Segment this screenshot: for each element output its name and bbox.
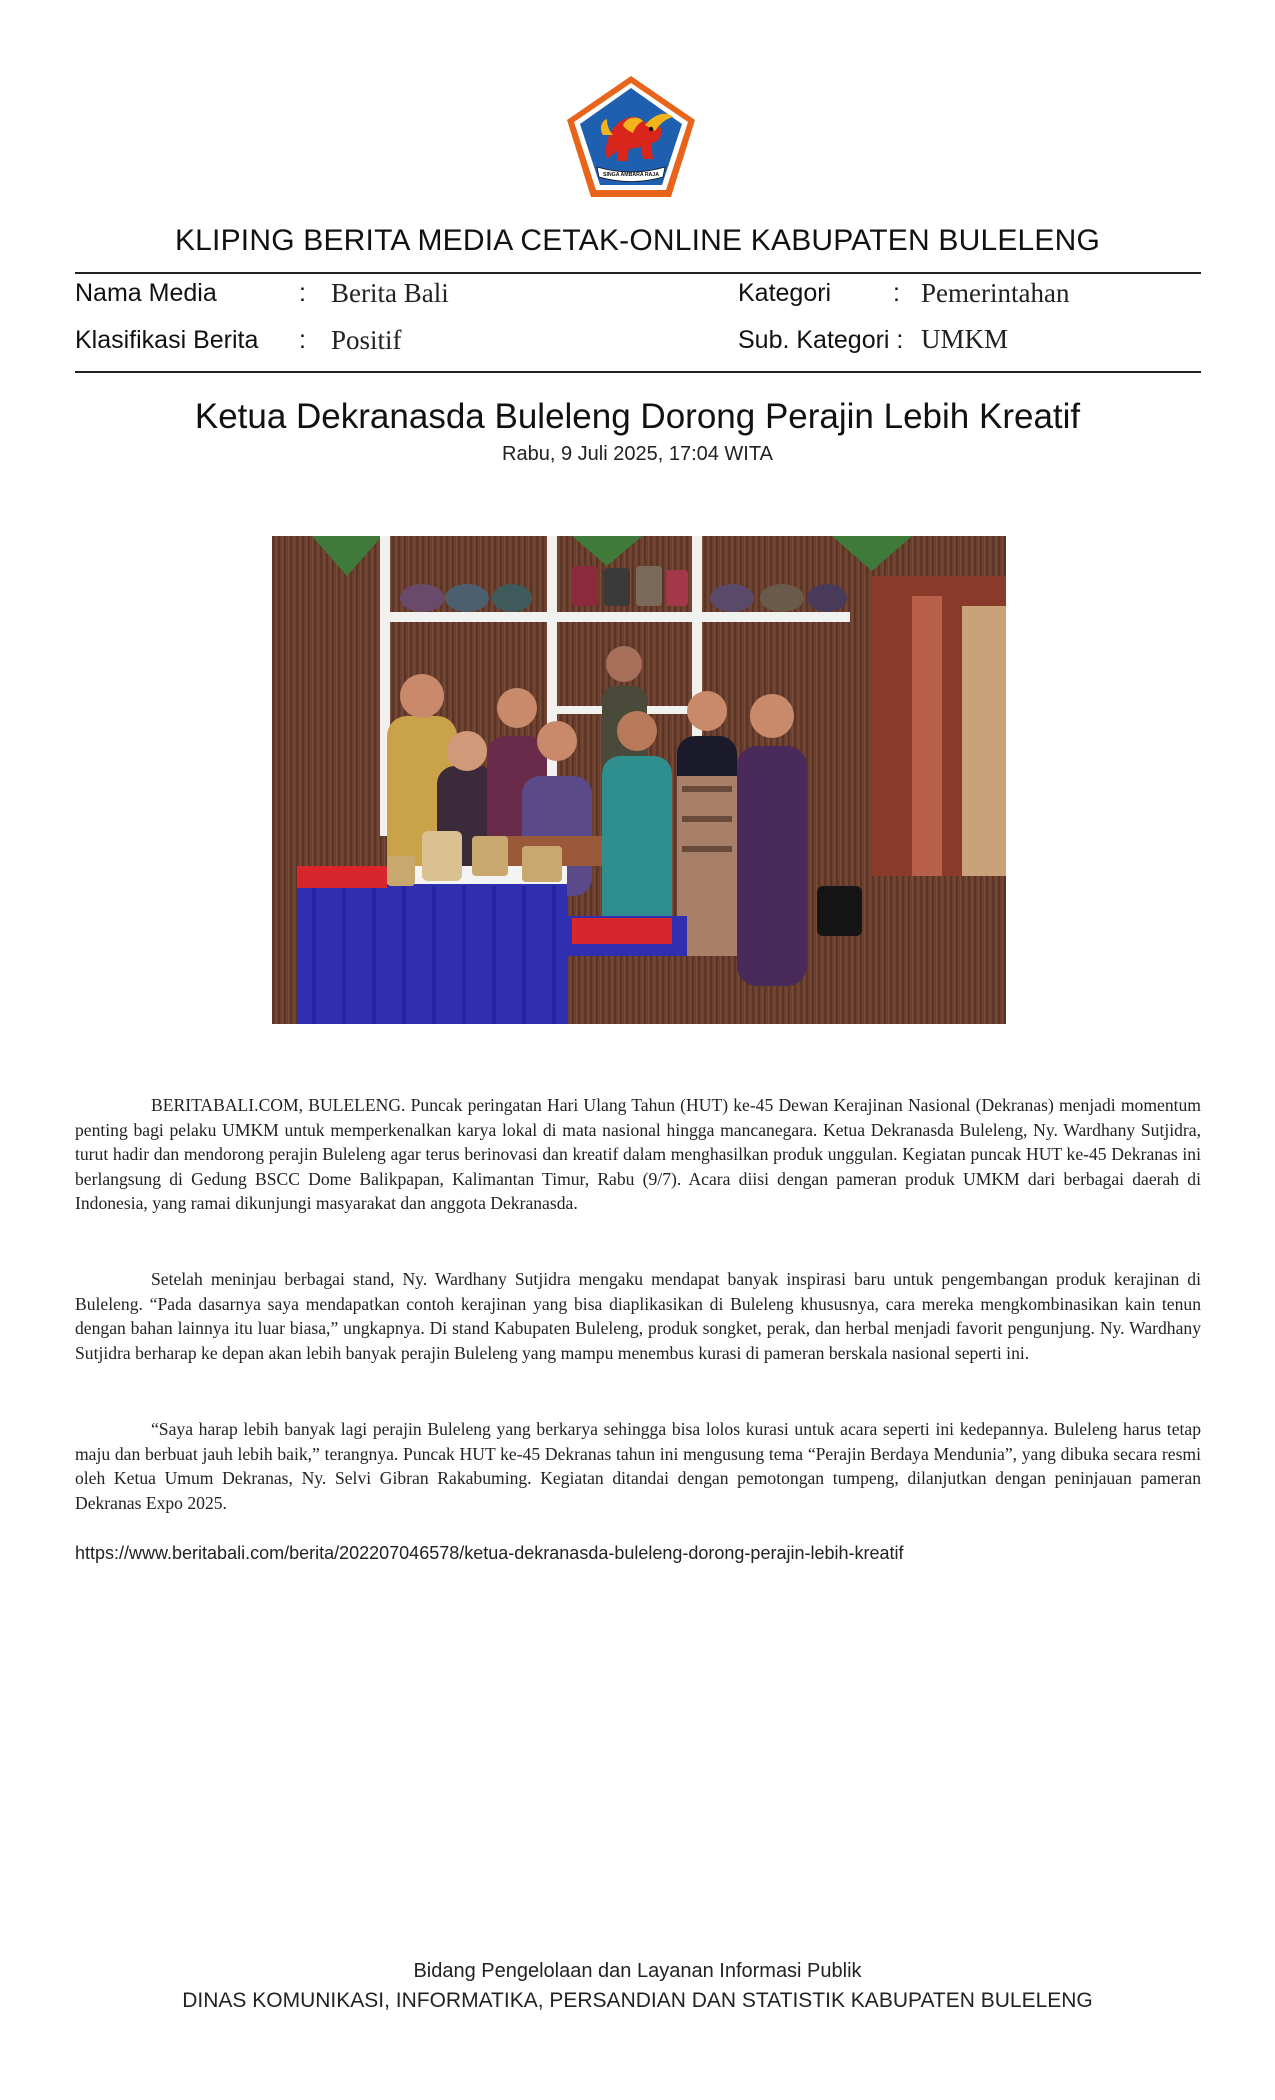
photo-exhibition-booth-icon <box>272 536 1006 1024</box>
subcategory-value: UMKM <box>921 324 1009 354</box>
footer-department-line: Bidang Pengelolaan dan Layanan Informasi Publik <box>413 1960 862 1982</box>
document-header-title: KLIPING BERITA MEDIA CETAK-ONLINE KABUPATEN BULELENG <box>174 224 1101 257</box>
article-headline: Ketua Dekranasda Buleleng Dorong Perajin Lebih Kreatif <box>194 397 1081 436</box>
header-divider-bottom <box>75 371 1201 373</box>
subcategory-label: Sub. Kategori : <box>738 326 904 354</box>
media-name-value: Berita Bali <box>331 278 449 308</box>
header-divider-top <box>75 272 1201 274</box>
article-paragraph-2 <box>75 1267 1201 1365</box>
media-name-colon: : <box>299 279 306 307</box>
category-value: Pemerintahan <box>921 278 1070 308</box>
singa-ambara-raja-icon <box>563 73 699 201</box>
regency-crest-logo <box>563 73 699 201</box>
footer-agency-line: DINAS KOMUNIKASI, INFORMATIKA, PERSANDIAN DAN STATISTIK KABUPATEN BULELENG <box>182 1989 1093 2012</box>
media-name-label: Nama Media <box>75 279 217 307</box>
article-paragraph-text: “Saya harap lebih banyak lagi perajin Buleleng yang berkarya sehingga bisa lolos kurasi untuk acara seperti ini kedepannya. Buleleng harus tetap maju dan berbuat jauh lebih baik,” terangnya. Puncak HUT ke-45 Dekranas tahun ini mengusung tema “Perajin Berdaya Mendunia”, yang dibuka secara resmi oleh Ketua Umum Dekranas, Ny. Selvi Gibran Rakabuming. Kegiatan ditandai dengan pemotongan tumpeng, dilanjutkan dengan peninjauan pameran Dekranas Expo 2025. <box>75 1419 1201 1513</box>
article-paragraph-text: Setelah meninjau berbagai stand, Ny. Wardhany Sutjidra mengaku mendapat banyak inspirasi baru untuk pengembangan produk kerajinan di Buleleng. “Pada dasarnya saya mendapatkan contoh kerajinan yang bisa diaplikasikan di Buleleng khususnya, cara mereka mengkombinasikan kain tenun dengan bahan lainnya itu luar biasa,” ungkapnya. Di stand Kabupaten Buleleng, produk songket, perak, dan herbal menjadi favorit pengunjung. Ny. Wardhany Sutjidra berharap ke depan akan lebih banyak perajin Buleleng yang mampu menembus kurasi di pameran berskala nasional seperti ini. <box>75 1269 1201 1363</box>
crest-motto-text: SINGA AMBARA RAJA <box>603 172 659 178</box>
article-photo <box>272 536 1006 1024</box>
news-classification-value: Positif <box>331 325 402 355</box>
article-paragraph-3 <box>75 1417 1201 1515</box>
news-classification-colon: : <box>299 326 306 354</box>
source-url-link[interactable]: https://www.beritabali.com/berita/202207046578/ketua-dekranasda-buleleng-dorong-perajin-lebih-kreatif <box>75 1543 904 1563</box>
article-paragraph-1 <box>75 1093 1201 1216</box>
news-classification-label: Klasifikasi Berita <box>75 326 259 354</box>
category-colon: : <box>893 279 900 307</box>
article-paragraph-text: BERITABALI.COM, BULELENG. Puncak peringatan Hari Ulang Tahun (HUT) ke-45 Dewan Kerajinan Nasional (Dekranas) menjadi momentum penting bagi pelaku UMKM untuk memperkenalkan karya lokal di mata nasional hingga mancanegara. Ketua Dekranasda Buleleng, Ny. Wardhany Sutjidra, turut hadir dan mendorong perajin Buleleng agar terus berinovasi dan kreatif dalam menghasilkan produk unggulan. Kegiatan puncak HUT ke-45 Dekranas ini berlangsung di Gedung BSCC Dome Balikpapan, Kalimantan Timur, Rabu (9/7). Acara diisi dengan pameran produk UMKM dari berbagai daerah di Indonesia, yang ramai dikunjungi masyarakat dan anggota Dekranasda. <box>75 1095 1201 1214</box>
article-dateline: Rabu, 9 Juli 2025, 17:04 WITA <box>502 443 773 465</box>
category-label: Kategori <box>738 279 832 307</box>
